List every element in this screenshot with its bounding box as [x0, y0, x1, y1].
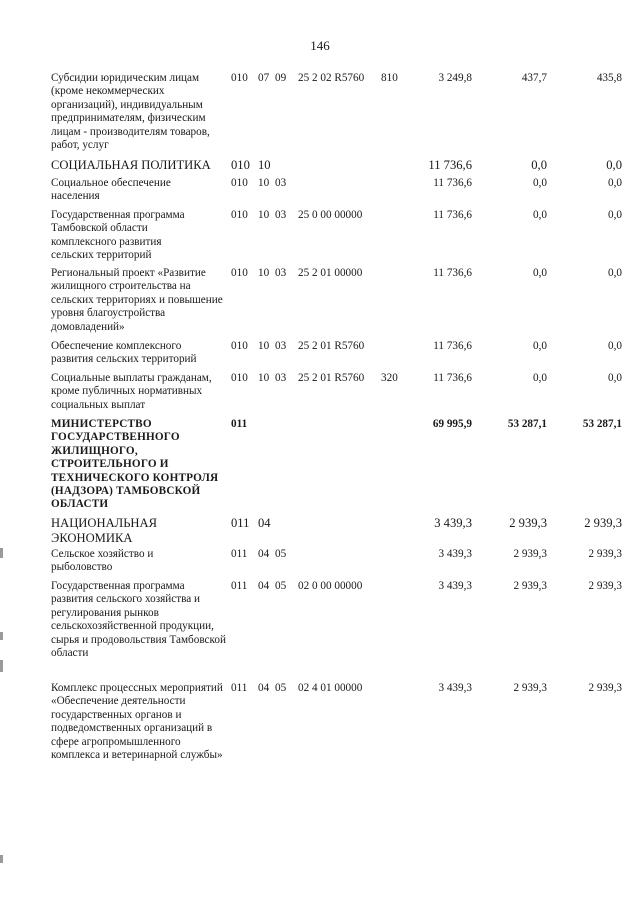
scan-edge-mark [0, 548, 3, 558]
amount-1: 11 736,6 [433, 209, 472, 221]
article-code: 25 0 00 00000 [298, 209, 363, 221]
ministry-code: 011 [231, 548, 248, 560]
amount-2: 2 939,3 [509, 516, 547, 530]
row-name: Социальное обеспечение населения [51, 177, 171, 203]
article-code: 25 2 01 R5760 [298, 372, 365, 384]
ministry-code: 010 [231, 177, 248, 189]
row-name: СОЦИАЛЬНАЯ ПОЛИТИКА [51, 158, 211, 172]
section-code: 04 [258, 682, 270, 694]
amount-1: 11 736,6 [428, 158, 472, 172]
row-name: НАЦИОНАЛЬНАЯ ЭКОНОМИКА [51, 516, 158, 545]
subsection-code: 03 [275, 267, 287, 279]
subsection-code: 05 [275, 580, 287, 592]
amount-1: 11 736,6 [433, 177, 472, 189]
amount-1: 3 249,8 [438, 72, 472, 84]
amount-1: 11 736,6 [433, 372, 472, 384]
section-code: 10 [258, 267, 270, 279]
section-code: 10 [258, 340, 270, 352]
amount-3: 2 939,3 [584, 516, 622, 530]
amount-1: 11 736,6 [433, 340, 472, 352]
section-code: 10 [258, 177, 270, 189]
section-code: 10 [258, 372, 270, 384]
expense-type-code: 320 [381, 372, 398, 384]
ministry-code: 011 [231, 516, 250, 530]
amount-1: 69 995,9 [432, 418, 472, 430]
article-code: 02 0 00 00000 [298, 580, 363, 592]
amount-2: 0,0 [533, 340, 547, 352]
amount-3: 0,0 [608, 372, 622, 384]
article-code: 25 2 01 R5760 [298, 340, 365, 352]
amount-2: 0,0 [531, 158, 547, 172]
amount-3: 2 939,3 [588, 682, 622, 694]
amount-3: 0,0 [606, 158, 622, 172]
row-name: Субсидии юридическим лицам (кроме некоммерческих организаций), индивидуальным предпринимателям, физическим лицам - производителям товаров, работ, услуг [51, 72, 210, 152]
row-name: Государственная программа развития сельского хозяйства и регулирования рынков сельскохозяйственной продукции, сырья и продовольствия Тамбовской области [51, 580, 226, 660]
row-name: МИНИСТЕРСТВО ГОСУДАРСТВЕННОГО ЖИЛИЩНОГО, СТРОИТЕЛЬНОГО И ТЕХНИЧЕСКОГО КОНТРОЛЯ (НАДЗОРА) ТАМБОВСКОЙ ОБЛАСТИ [51, 418, 219, 511]
row-name: Комплекс процессных мероприятий «Обеспечение деятельности государственных органов и подведомственных организаций в сфере агропромышленного комплекса и ветеринарной службы» [51, 682, 223, 762]
ministry-code: 010 [231, 72, 248, 84]
scan-edge-mark [0, 632, 3, 640]
amount-3: 2 939,3 [588, 580, 622, 592]
article-code: 25 2 01 00000 [298, 267, 363, 279]
ministry-code: 011 [231, 418, 248, 430]
section-code: 10 [258, 209, 270, 221]
subsection-code: 03 [275, 372, 287, 384]
amount-3: 0,0 [608, 340, 622, 352]
ministry-code: 010 [231, 158, 250, 172]
subsection-code: 09 [275, 72, 287, 84]
section-code: 04 [258, 548, 270, 560]
ministry-code: 011 [231, 682, 248, 694]
subsection-code: 05 [275, 682, 287, 694]
row-name: Обеспечение комплексного развития сельских территорий [51, 340, 197, 366]
row-name: Региональный проект «Развитие жилищного строительства на сельских территориях и повышение уровня благоустройства домовладений» [51, 267, 223, 333]
expense-type-code: 810 [381, 72, 398, 84]
amount-2: 2 939,3 [513, 548, 547, 560]
amount-2: 2 939,3 [513, 682, 547, 694]
row-name: Социальные выплаты гражданам, кроме публичных нормативных социальных выплат [51, 372, 212, 411]
section-code: 04 [258, 516, 271, 530]
amount-1: 3 439,3 [438, 580, 472, 592]
article-code: 25 2 02 R5760 [298, 72, 365, 84]
subsection-code: 03 [275, 177, 287, 189]
amount-1: 3 439,3 [438, 548, 472, 560]
amount-2: 0,0 [533, 372, 547, 384]
ministry-code: 010 [231, 372, 248, 384]
ministry-code: 011 [231, 580, 248, 592]
row-name: Сельское хозяйство и рыболовство [51, 548, 154, 574]
ministry-code: 010 [231, 209, 248, 221]
subsection-code: 03 [275, 209, 287, 221]
amount-2: 2 939,3 [513, 580, 547, 592]
amount-1: 3 439,3 [434, 516, 472, 530]
amount-3: 435,8 [596, 72, 622, 84]
amount-1: 3 439,3 [438, 682, 472, 694]
amount-1: 11 736,6 [433, 267, 472, 279]
amount-3: 0,0 [608, 267, 622, 279]
ministry-code: 010 [231, 267, 248, 279]
amount-2: 0,0 [533, 209, 547, 221]
article-code: 02 4 01 00000 [298, 682, 363, 694]
amount-3: 2 939,3 [588, 548, 622, 560]
amount-2: 0,0 [533, 267, 547, 279]
amount-2: 53 287,1 [507, 418, 547, 430]
subsection-code: 05 [275, 548, 287, 560]
scan-edge-mark [0, 855, 3, 863]
section-code: 10 [258, 158, 271, 172]
amount-3: 0,0 [608, 177, 622, 189]
amount-3: 53 287,1 [582, 418, 622, 430]
subsection-code: 03 [275, 340, 287, 352]
amount-3: 0,0 [608, 209, 622, 221]
row-name: Государственная программа Тамбовской области комплексного развития сельских территорий [51, 209, 185, 262]
section-code: 07 [258, 72, 270, 84]
ministry-code: 010 [231, 340, 248, 352]
scan-edge-mark [0, 660, 3, 672]
section-code: 04 [258, 580, 270, 592]
amount-2: 0,0 [533, 177, 547, 189]
amount-2: 437,7 [521, 72, 547, 84]
page-number: 146 [310, 38, 330, 53]
